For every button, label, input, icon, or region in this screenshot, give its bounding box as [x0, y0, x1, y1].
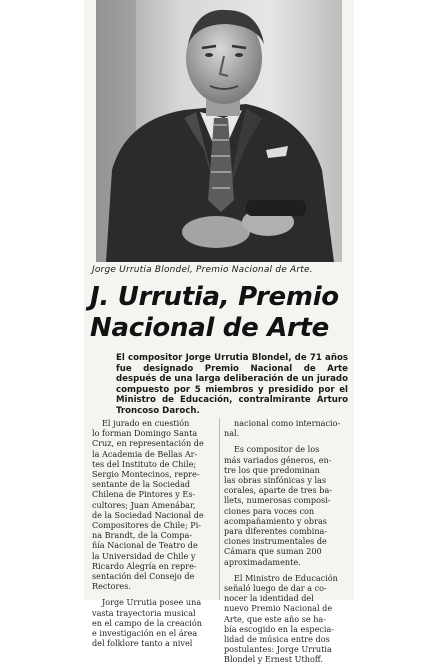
text-line: Jorge Urrutia posee una — [102, 597, 202, 608]
text-line: nacional como internacio- — [234, 418, 341, 428]
text-line: nuevo Premio Nacional de — [224, 603, 333, 614]
text-line: sentante de la Sociedad — [92, 479, 191, 490]
left-paragraph-1 — [92, 418, 220, 591]
left-paragraph-2 — [92, 597, 220, 648]
text-line: en el campo de la creación — [92, 617, 202, 628]
text-line: Rectores. — [92, 581, 131, 592]
text-line: más variados géneros, en- — [224, 454, 332, 465]
headline — [90, 282, 352, 344]
right-paragraph-3 — [224, 573, 350, 665]
lead-paragraph: El compositor Jorge Urrutia Blondel, de 71 años fue designado Premio Nacional de Arte después de una larga deliberación de un jurado compuesto por 5 miembros y presidido por el Ministro de Educación, contralmirante Arturo Troncoso Daroch. — [116, 353, 348, 416]
text-line: de la Sociedad Nacional de — [92, 509, 204, 520]
text-line: corales, aparte de tres ba- — [224, 485, 333, 496]
left-column — [92, 418, 220, 648]
headline-line-2: Nacional de Arte — [90, 313, 330, 343]
photo-caption: Jorge Urrutia Blondel, Premio Nacional de Arte. — [92, 265, 313, 275]
text-line: cultores; Juan Amenábar, — [92, 499, 196, 510]
text-line: Compositores de Chile; Pi- — [92, 520, 202, 531]
text-line: nal. — [224, 428, 240, 439]
newspaper-clipping — [84, 0, 354, 665]
text-line: llets, numerosas composi- — [224, 495, 331, 506]
text-line: la Academia de Bellas Ar- — [92, 448, 198, 459]
text-line: la Universidad de Chile y — [92, 550, 196, 561]
text-line: El jurado en cuestión — [102, 418, 190, 428]
text-line: para diferentes combina- — [224, 526, 328, 537]
text-line: postulantes: Jorge Urrutia — [224, 644, 332, 655]
text-line: aproximadamente. — [224, 556, 301, 567]
portrait-photo-illustration — [96, 0, 342, 262]
text-line: bía escogido en la especia- — [224, 623, 335, 634]
right-paragraph-2 — [224, 444, 350, 566]
right-column — [224, 418, 350, 665]
text-line: ciones instrumentales de — [224, 536, 327, 547]
text-line: Blondel y Ernest Uthoff. — [224, 654, 323, 665]
text-line: vasta trayectoria musical — [92, 607, 196, 618]
text-line: las obras sinfónicas y las — [224, 475, 327, 486]
text-line: tes del Instituto de Chile; — [92, 458, 197, 469]
text-line: acompañamiento y obras — [224, 515, 327, 526]
portrait-photo — [96, 0, 342, 262]
text-line: Es compositor de los — [234, 444, 320, 455]
text-line: lidad de música entre dos — [224, 634, 330, 645]
text-line: sentación del Consejo de — [92, 571, 195, 582]
text-line: lo forman Domingo Santa — [92, 428, 198, 439]
right-paragraph-1 — [224, 418, 350, 438]
text-line: e investigación en el área — [92, 628, 198, 639]
text-line: Cruz, en representación de — [92, 438, 204, 449]
text-line: El Ministro de Educación — [234, 572, 338, 583]
text-line: Chilena de Pintores y Es- — [92, 489, 196, 500]
text-line: Ricardo Alegría en repre- — [92, 560, 197, 571]
text-line: na Brandt, de la Compa- — [92, 530, 193, 541]
headline-line-1: J. Urrutia, Premio — [90, 282, 339, 312]
text-line: nocer la identidad del — [224, 593, 314, 604]
text-line: señaló luego de dar a co- — [224, 583, 327, 594]
text-line: ñía Nacional de Teatro de — [92, 540, 198, 551]
text-line: Sergio Montecinos, repre- — [92, 469, 200, 480]
text-line: del folklore tanto a nivel — [92, 638, 193, 649]
text-line: tre los que predominan — [224, 464, 320, 475]
text-line: ciones para voces con — [224, 505, 315, 516]
text-line: Arte, que este año se ha- — [224, 613, 326, 624]
text-line: Cámara que suman 200 — [224, 546, 322, 557]
